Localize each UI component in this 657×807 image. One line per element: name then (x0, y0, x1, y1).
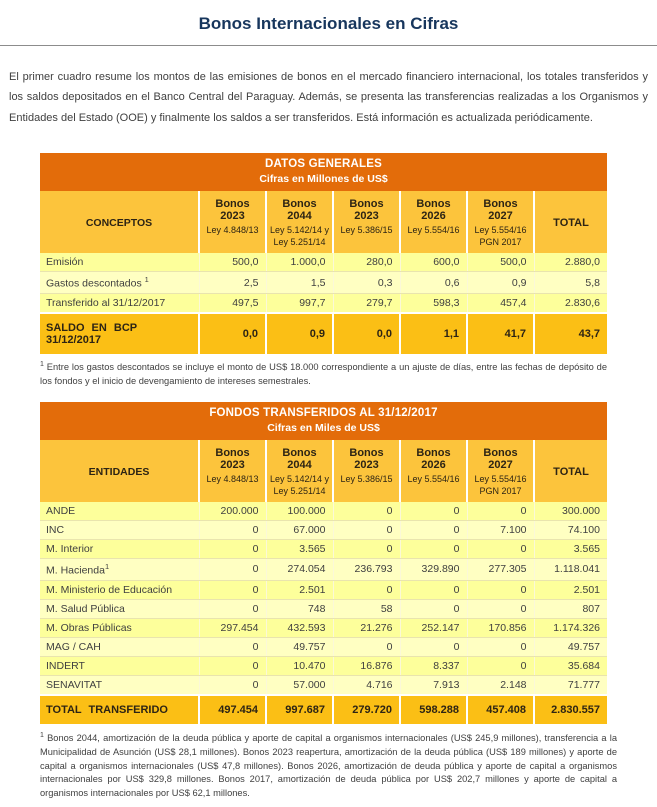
summary-value-cell: 497.454 (199, 695, 266, 724)
value-cell: 7.913 (400, 675, 467, 695)
value-cell: 329.890 (400, 559, 467, 581)
value-cell: 0 (333, 502, 400, 521)
value-cell: 0 (400, 540, 467, 559)
value-cell: 500,0 (199, 253, 266, 272)
value-cell: 0,3 (333, 272, 400, 294)
footnote-marker: 1 (40, 731, 44, 739)
column-header-conceptos: CONCEPTOS (40, 191, 199, 253)
summary-value-cell: 279.720 (333, 695, 400, 724)
row-label: Gastos descontados $^1$ (40, 272, 199, 294)
value-cell: 8.337 (400, 656, 467, 675)
summary-label: TOTAL TRANSFERIDO (40, 695, 199, 724)
row-total-cell: 807 (534, 599, 607, 618)
footnote-text: Bonos 2044, amortización de la deuda pública y aporte de capital a organismos internacionales (US$ 245,9 millones), transferencia a la Municipalidad de Asunción (US$ 28,1 millones). Bonos 2023 reapertura, amortización de la deuda pública (US$ 189 millones) y aporte de capital a organismos internacionales (US$ 47,8 millones). Bonos 2026, amortización de deuda pública y aporte de capital a organismos internacionales por US$ 329,8 millones. Bonos 2017, amortización de deuda pública por US$ 202,7 millones y aporte de capital a organismos internacionales por US$ 62,1 millones. (40, 732, 617, 799)
row-total-cell: 71.777 (534, 675, 607, 695)
column-header-bonos-2023-3: Bonos 2023 Ley 5.386/15 (333, 440, 400, 502)
table1-body (40, 253, 607, 354)
value-cell: 0 (467, 502, 534, 521)
value-cell: 280,0 (333, 253, 400, 272)
summary-value-cell: 997.687 (266, 695, 333, 724)
value-cell: 0 (199, 656, 266, 675)
value-cell: 0 (467, 599, 534, 618)
value-cell: 170.856 (467, 618, 534, 637)
row-label: M. Hacienda$^1$ (40, 559, 199, 581)
value-cell: 1,5 (266, 272, 333, 294)
value-cell: 0 (467, 637, 534, 656)
table2-title-band (40, 402, 607, 440)
value-cell: 2.501 (266, 580, 333, 599)
summary-row (40, 313, 607, 354)
summary-value-cell: 0,0 (333, 313, 400, 354)
table1-title: DATOS GENERALES (265, 158, 382, 171)
table-row (40, 656, 607, 675)
value-cell: 100.000 (266, 502, 333, 521)
value-cell: 997,7 (266, 293, 333, 313)
value-cell: 0 (400, 637, 467, 656)
row-label: SENAVITAT (40, 675, 199, 695)
title-divider (0, 45, 657, 46)
table-row (40, 618, 607, 637)
table-row (40, 559, 607, 581)
row-total-cell: 1.174.326 (534, 618, 607, 637)
value-cell: 236.793 (333, 559, 400, 581)
summary-value-cell: 457.408 (467, 695, 534, 724)
value-cell: 2.148 (467, 675, 534, 695)
value-cell: 457,4 (467, 293, 534, 313)
row-label: Emisión (40, 253, 199, 272)
table-row (40, 253, 607, 272)
table-row (40, 637, 607, 656)
row-label: INDERT (40, 656, 199, 675)
column-header-total: TOTAL (534, 191, 607, 253)
value-cell: 57.000 (266, 675, 333, 695)
table-row (40, 521, 607, 540)
table2-header-row (40, 440, 607, 502)
footnote-marker: 1 (40, 360, 44, 368)
fondos-transferidos-section (40, 402, 617, 802)
value-cell: 0,6 (400, 272, 467, 294)
value-cell: 0 (467, 656, 534, 675)
value-cell: 0 (199, 580, 266, 599)
value-cell: 4.716 (333, 675, 400, 695)
value-cell: 58 (333, 599, 400, 618)
fondos-transferidos-table (40, 440, 607, 724)
value-cell: 0 (199, 675, 266, 695)
intro-paragraph: El primer cuadro resume los montos de las emisiones de bonos en el mercado financiero internacional, los totales transferidos y los saldos depositados en el Banco Central del Paraguay. Además, se presenta las transferencias realizadas a los Organismos y Entidades del Estado (OOE) y finalmente los saldos a ser transferidos. Está información es actualizada periódicamente. (9, 71, 648, 124)
value-cell: 0 (333, 521, 400, 540)
column-header-bonos-2044-2: Bonos 2044 Ley 5.142/14 y Ley 5.251/14 (266, 191, 333, 253)
page-title: Bonos Internacionales en Cifras (198, 14, 459, 33)
value-cell: 2,5 (199, 272, 266, 294)
row-label: M. Ministerio de Educación (40, 580, 199, 599)
table-row (40, 580, 607, 599)
row-total-cell: 49.757 (534, 637, 607, 656)
value-cell: 3.565 (266, 540, 333, 559)
row-label: Transferido al 31/12/2017 (40, 293, 199, 313)
row-total-cell: 3.565 (534, 540, 607, 559)
datos-generales-section (40, 153, 607, 389)
value-cell: 0 (199, 599, 266, 618)
column-header-total: TOTAL (534, 440, 607, 502)
value-cell: 600,0 (400, 253, 467, 272)
value-cell: 7.100 (467, 521, 534, 540)
summary-row (40, 695, 607, 724)
column-header-bonos-2026-4: Bonos 2026 Ley 5.554/16 (400, 440, 467, 502)
summary-label: SALDO EN BCP 31/12/2017 (40, 313, 199, 354)
row-label: INC (40, 521, 199, 540)
value-cell: 0 (199, 521, 266, 540)
value-cell: 0 (467, 580, 534, 599)
value-cell: 500,0 (467, 253, 534, 272)
value-cell: 598,3 (400, 293, 467, 313)
value-cell: 49.757 (266, 637, 333, 656)
summary-value-cell: 41,7 (467, 313, 534, 354)
table1-subtitle: Cifras en Millones de US$ (259, 173, 388, 186)
value-cell: 0,9 (467, 272, 534, 294)
value-cell: 0 (333, 580, 400, 599)
value-cell: 297.454 (199, 618, 266, 637)
row-label: ANDE (40, 502, 199, 521)
value-cell: 279,7 (333, 293, 400, 313)
table-row (40, 502, 607, 521)
value-cell: 748 (266, 599, 333, 618)
value-cell: 0 (199, 540, 266, 559)
footnote-text: Entre los gastos descontados se incluye el monto de US$ 18.000 correspondiente a un ajuste de días, entre las fechas de depósito de los fondos y el inicio de devengamiento de intereses semestrales. (40, 361, 607, 386)
table2-footnote (40, 731, 617, 802)
column-header-bonos-2026-4: Bonos 2026 Ley 5.554/16 (400, 191, 467, 253)
value-cell: 0 (400, 502, 467, 521)
table-row (40, 293, 607, 313)
row-total-cell: 1.118.041 (534, 559, 607, 581)
value-cell: 0 (467, 540, 534, 559)
table2-body (40, 502, 607, 724)
column-header-bonos-2023-1: Bonos 2023 Ley 4.848/13 (199, 440, 266, 502)
column-header-entidades: ENTIDADES (40, 440, 199, 502)
row-total-cell: 2.830,6 (534, 293, 607, 313)
summary-value-cell: 0,0 (199, 313, 266, 354)
row-total-cell: 300.000 (534, 502, 607, 521)
summary-value-cell: 598.288 (400, 695, 467, 724)
table1-footnote (40, 360, 607, 389)
value-cell: 0 (333, 637, 400, 656)
datos-generales-table (40, 191, 607, 354)
value-cell: 21.276 (333, 618, 400, 637)
row-total-cell: 74.100 (534, 521, 607, 540)
summary-total-cell: 43,7 (534, 313, 607, 354)
value-cell: 10.470 (266, 656, 333, 675)
value-cell: 252.147 (400, 618, 467, 637)
table2-subtitle: Cifras en Miles de US$ (267, 421, 380, 434)
row-total-cell: 5,8 (534, 272, 607, 294)
table1-header-row (40, 191, 607, 253)
value-cell: 67.000 (266, 521, 333, 540)
value-cell: 0 (400, 599, 467, 618)
table-row (40, 272, 607, 294)
row-label: M. Interior (40, 540, 199, 559)
row-total-cell: 35.684 (534, 656, 607, 675)
value-cell: 497,5 (199, 293, 266, 313)
page (0, 14, 657, 801)
summary-value-cell: 0,9 (266, 313, 333, 354)
row-label: M. Salud Pública (40, 599, 199, 618)
row-label: MAG / CAH (40, 637, 199, 656)
value-cell: 1.000,0 (266, 253, 333, 272)
column-header-bonos-2023-1: Bonos 2023 Ley 4.848/13 (199, 191, 266, 253)
value-cell: 0 (400, 580, 467, 599)
row-total-cell: 2.880,0 (534, 253, 607, 272)
value-cell: 16.876 (333, 656, 400, 675)
value-cell: 274.054 (266, 559, 333, 581)
column-header-bonos-2027-5: Bonos 2027 Ley 5.554/16 PGN 2017 (467, 440, 534, 502)
column-header-bonos-2023-3: Bonos 2023 Ley 5.386/15 (333, 191, 400, 253)
table1-title-band (40, 153, 607, 191)
column-header-bonos-2044-2: Bonos 2044 Ley 5.142/14 y Ley 5.251/14 (266, 440, 333, 502)
row-total-cell: 2.501 (534, 580, 607, 599)
value-cell: 0 (400, 521, 467, 540)
value-cell: 200.000 (199, 502, 266, 521)
summary-total-cell: 2.830.557 (534, 695, 607, 724)
value-cell: 277.305 (467, 559, 534, 581)
value-cell: 0 (199, 559, 266, 581)
row-label: M. Obras Públicas (40, 618, 199, 637)
table-row (40, 599, 607, 618)
summary-value-cell: 1,1 (400, 313, 467, 354)
column-header-bonos-2027-5: Bonos 2027 Ley 5.554/16 PGN 2017 (467, 191, 534, 253)
value-cell: 0 (199, 637, 266, 656)
table-row (40, 540, 607, 559)
table2-title: FONDOS TRANSFERIDOS AL 31/12/2017 (209, 406, 438, 419)
value-cell: 432.593 (266, 618, 333, 637)
value-cell: 0 (333, 540, 400, 559)
